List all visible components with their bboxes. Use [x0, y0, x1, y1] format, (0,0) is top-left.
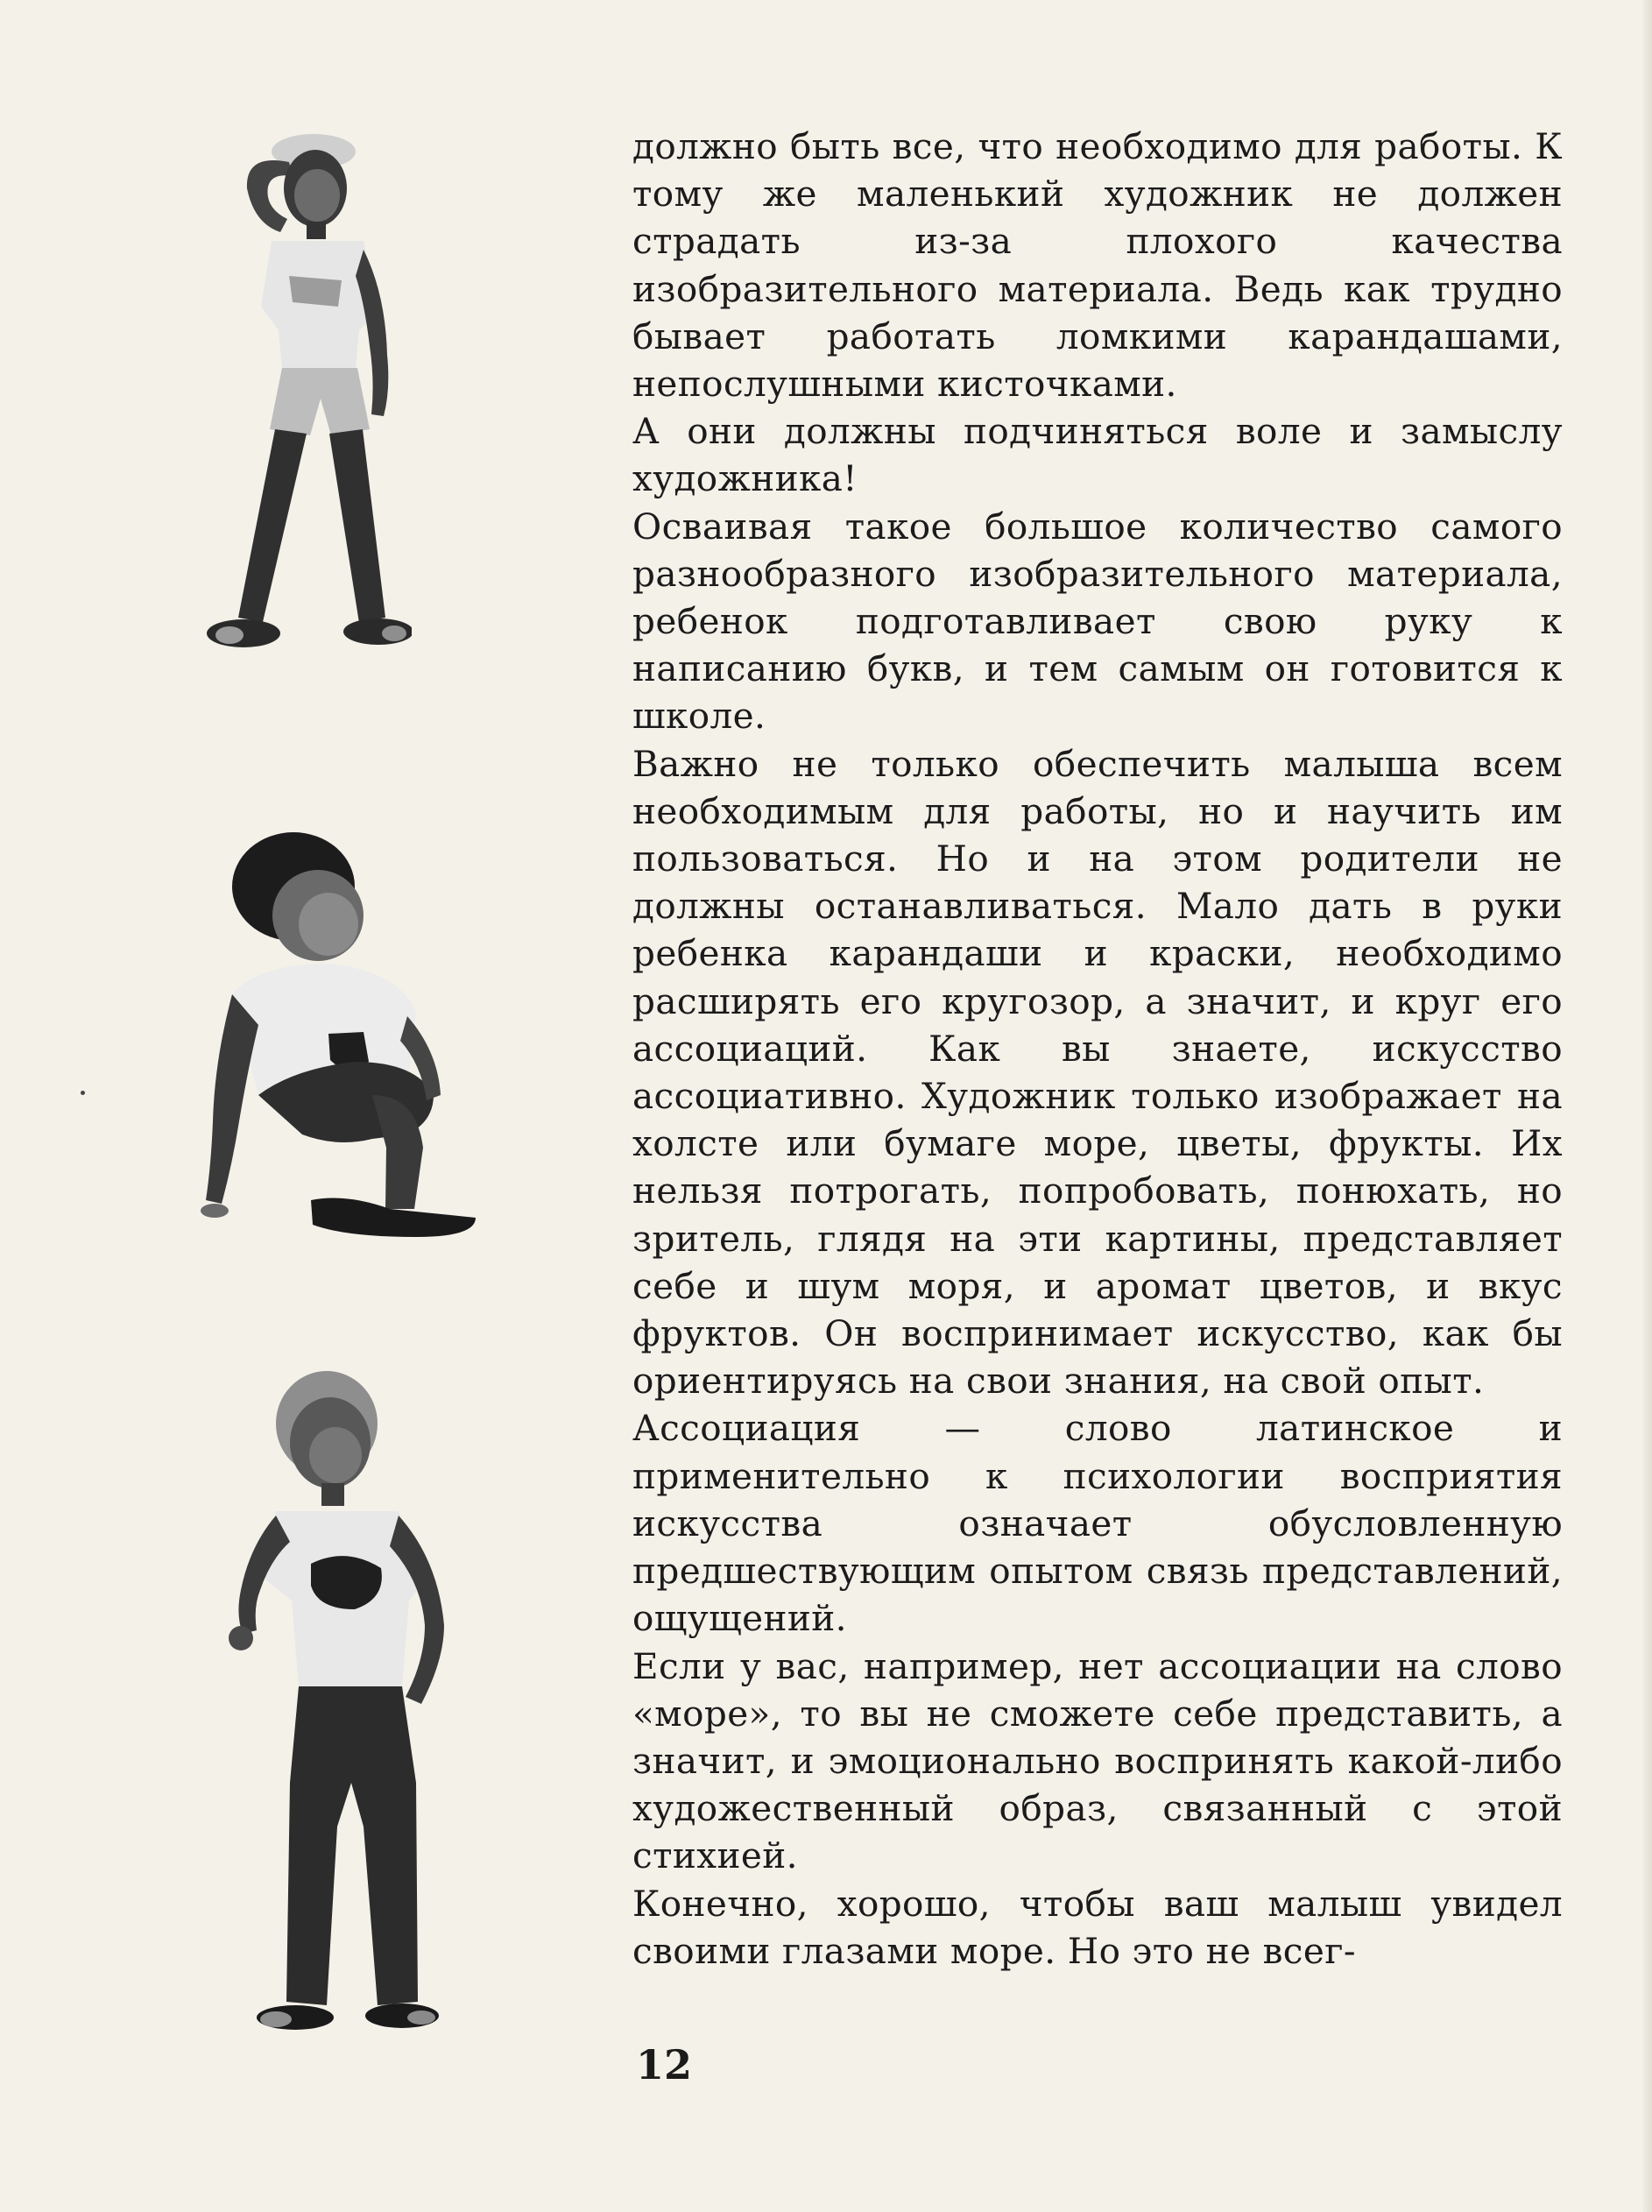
photo-child-standing-saluting [184, 127, 412, 675]
page-edge [1643, 0, 1652, 2212]
paragraph: Ассоциация — слово латинское и применительно к психологии восприятия искусства означает обусловленную предшествующим опытом связь представлений, ощущений. [632, 1407, 1563, 1640]
body-text [632, 123, 1563, 1975]
paragraph: Если у вас, например, нет ассоциации на слово «море», то вы не сможете себе представить, а значит, и эмоционально воспринять какой-либо художественный образ, связанный с этой стихией. [632, 1644, 1563, 1877]
paragraph: Осваивая такое большое количество самого разнообразного изобразительного материала, ребенок подготавливает свою руку к написанию букв, и тем самым он готовится к школе. [632, 505, 1563, 738]
page-number: 12 [636, 2041, 693, 2088]
paragraph: Конечно, хорошо, чтобы ваш малыш увидел своими глазами море. Но это не всег- [632, 1882, 1563, 1972]
paragraph: А они должны подчиняться воле и замыслу художника! [632, 410, 1563, 500]
paragraph: должно быть все, что необходимо для работы. К тому же маленький художник не должен страдать из-за плохого качества изобразительного материала. Ведь как трудно бывает работать ломкими карандашами, непослушными кисточками. [632, 125, 1563, 406]
photo-child-hand-on-hip [215, 1371, 495, 2050]
photo-child-crouching [197, 832, 477, 1261]
paragraph: Важно не только обеспечить малыша всем необходимым для работы, но и научить им пользоваться. Но и на этом родители не должны останавливаться. Мало дать в руки ребенка карандаши и краски, необходимо расширять его кругозор, а значит, и круг его ассоциаций. Как вы знаете, искусство ассоциативно. Художник только изображает на холсте или бумаге море, цветы, фрукты. Их нельзя потрогать, попробовать, понюхать, но зритель, глядя на эти картины, представляет себе и шум моря, и аромат цветов, и вкус фруктов. Он воспринимает искусство, как бы ориентируясь на свои знания, на свой опыт. [632, 742, 1563, 1403]
print-speck [81, 1091, 85, 1095]
